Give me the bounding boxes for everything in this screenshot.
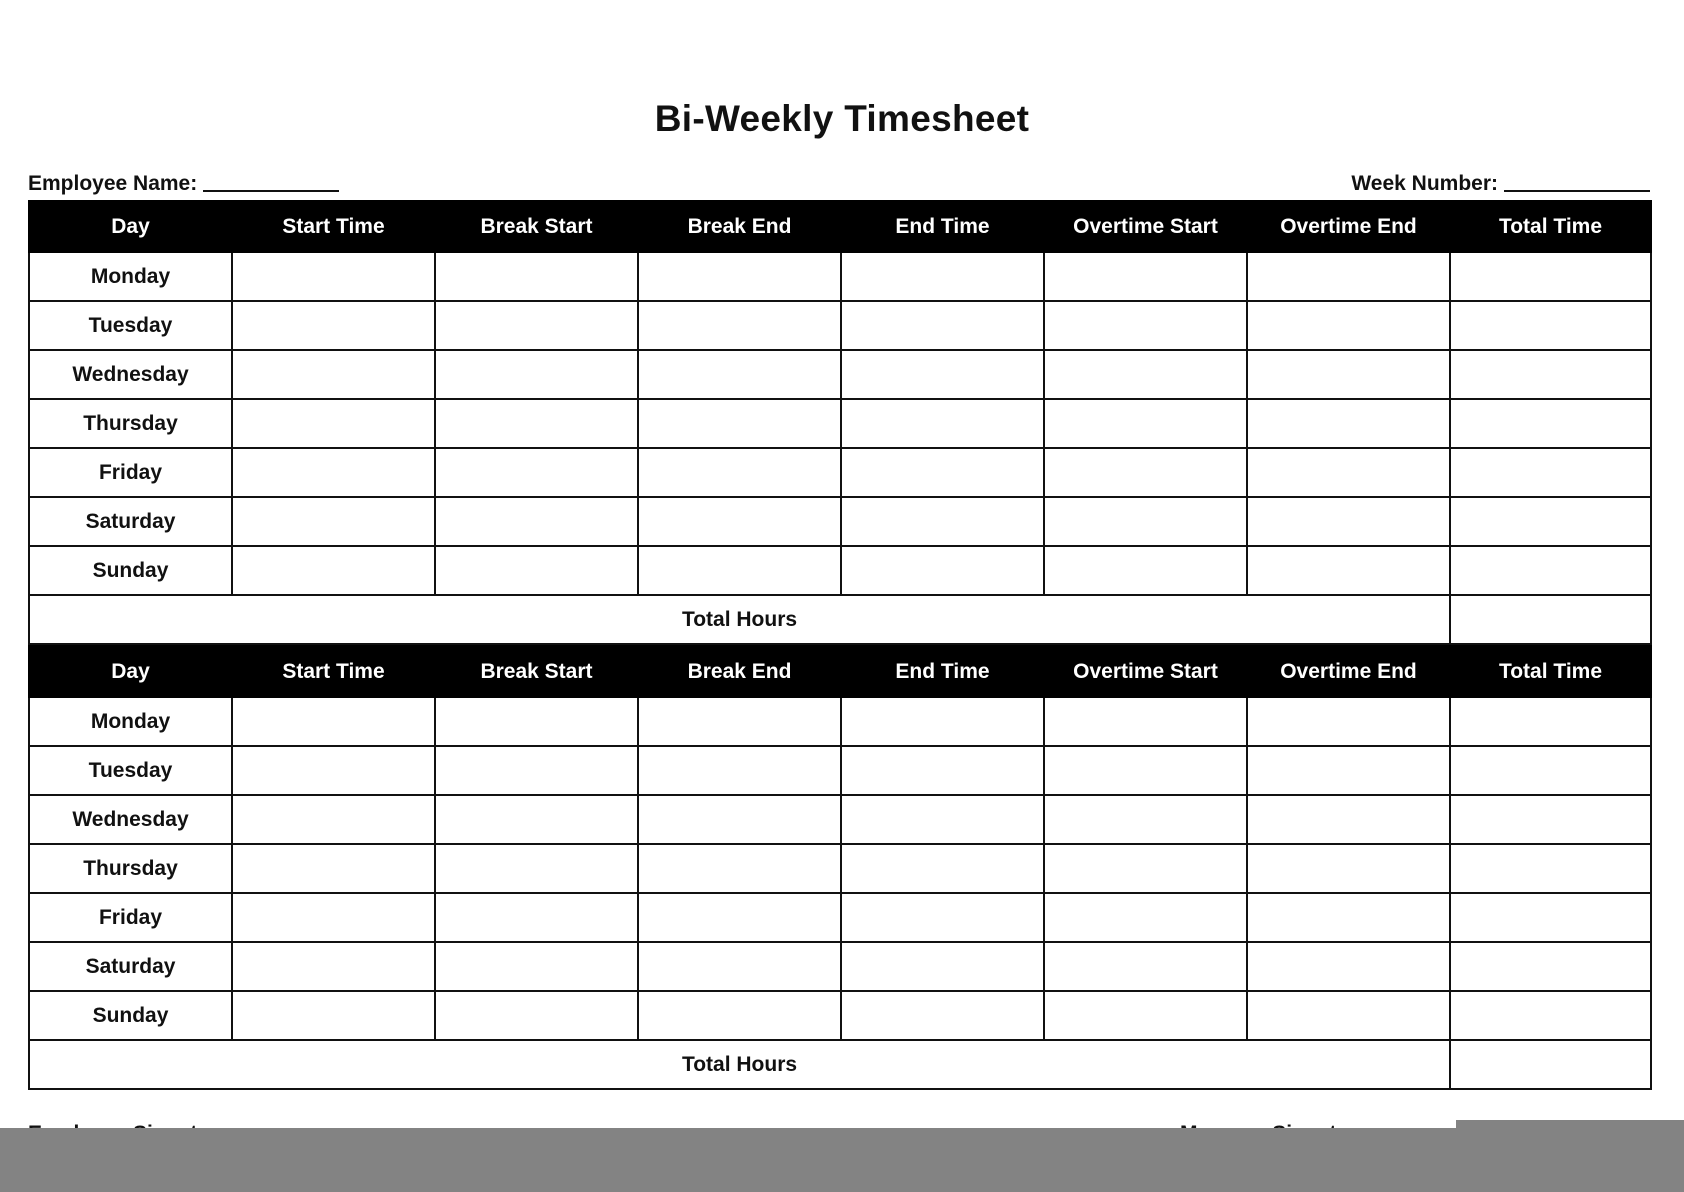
table-row [29,844,1651,893]
table-row [29,301,1651,350]
break-end-cell[interactable] [638,448,841,497]
total-time-cell[interactable] [1450,795,1651,844]
header-row [29,646,1651,697]
break-end-cell[interactable] [638,350,841,399]
employee-name-blank[interactable] [203,190,339,192]
break-start-cell[interactable] [435,252,638,301]
column-header-day: Day [29,201,232,252]
week-2-table [28,645,1652,1090]
end-time-cell[interactable] [841,893,1044,942]
break-start-cell[interactable] [435,546,638,595]
day-label: Tuesday [29,746,232,795]
overtime-start-cell[interactable] [1044,448,1247,497]
column-header-break-end: Break End [638,646,841,697]
break-end-cell[interactable] [638,942,841,991]
overtime-start-cell[interactable] [1044,795,1247,844]
overtime-end-cell[interactable] [1247,399,1450,448]
break-start-cell[interactable] [435,301,638,350]
overtime-start-cell[interactable] [1044,252,1247,301]
end-time-cell[interactable] [841,844,1044,893]
overtime-end-cell[interactable] [1247,697,1450,746]
day-label: Wednesday [29,795,232,844]
total-hours-cell[interactable] [1450,1040,1651,1089]
total-time-cell[interactable] [1450,844,1651,893]
total-time-cell[interactable] [1450,746,1651,795]
day-label: Wednesday [29,350,232,399]
week-number-blank[interactable] [1504,190,1650,192]
break-end-cell[interactable] [638,301,841,350]
break-end-cell[interactable] [638,991,841,1040]
header-row [29,201,1651,252]
table-row [29,350,1651,399]
table-row [29,893,1651,942]
end-time-cell[interactable] [841,497,1044,546]
overtime-end-cell[interactable] [1247,301,1450,350]
week-1-table [28,200,1652,645]
column-header-break-end: Break End [638,201,841,252]
start-time-cell[interactable] [232,697,435,746]
column-header-total-time: Total Time [1450,201,1651,252]
total-hours-row [29,595,1651,644]
column-header-break-start: Break Start [435,646,638,697]
week-number-field [1351,172,1650,196]
day-label: Saturday [29,497,232,546]
overtime-start-cell[interactable] [1044,893,1247,942]
start-time-cell[interactable] [232,942,435,991]
day-label: Tuesday [29,301,232,350]
column-header-break-start: Break Start [435,201,638,252]
break-start-cell[interactable] [435,893,638,942]
overtime-start-cell[interactable] [1044,546,1247,595]
day-label: Friday [29,448,232,497]
overtime-end-cell[interactable] [1247,844,1450,893]
overtime-end-cell[interactable] [1247,991,1450,1040]
end-time-cell[interactable] [841,448,1044,497]
overtime-start-cell[interactable] [1044,746,1247,795]
overtime-end-cell[interactable] [1247,497,1450,546]
total-time-cell[interactable] [1450,252,1651,301]
table-row [29,746,1651,795]
day-label: Monday [29,697,232,746]
gray-overlay-bar [0,1128,1684,1192]
break-start-cell[interactable] [435,942,638,991]
break-end-cell[interactable] [638,546,841,595]
table-row [29,942,1651,991]
day-label: Thursday [29,399,232,448]
break-end-cell[interactable] [638,795,841,844]
column-header-start-time: Start Time [232,646,435,697]
column-header-total-time: Total Time [1450,646,1651,697]
column-header-overtime-end: Overtime End [1247,201,1450,252]
break-end-cell[interactable] [638,697,841,746]
overlay-notch [1456,1120,1684,1128]
total-time-cell[interactable] [1450,697,1651,746]
employee-name-field [28,172,339,196]
total-time-cell[interactable] [1450,350,1651,399]
end-time-cell[interactable] [841,546,1044,595]
start-time-cell[interactable] [232,497,435,546]
overtime-start-cell[interactable] [1044,697,1247,746]
end-time-cell[interactable] [841,746,1044,795]
break-start-cell[interactable] [435,448,638,497]
total-time-cell[interactable] [1450,497,1651,546]
total-time-cell[interactable] [1450,399,1651,448]
column-header-end-time: End Time [841,646,1044,697]
column-header-start-time: Start Time [232,201,435,252]
table-row [29,497,1651,546]
table-row [29,448,1651,497]
start-time-cell[interactable] [232,448,435,497]
week-body [29,252,1651,644]
start-time-cell[interactable] [232,893,435,942]
break-start-cell[interactable] [435,991,638,1040]
total-time-cell[interactable] [1450,546,1651,595]
employee-name-label: Employee Name: [28,172,198,195]
start-time-cell[interactable] [232,795,435,844]
break-end-cell[interactable] [638,399,841,448]
break-end-cell[interactable] [638,893,841,942]
break-start-cell[interactable] [435,497,638,546]
column-header-overtime-end: Overtime End [1247,646,1450,697]
table-row [29,697,1651,746]
end-time-cell[interactable] [841,942,1044,991]
break-start-cell[interactable] [435,399,638,448]
overtime-end-cell[interactable] [1247,942,1450,991]
column-header-overtime-start: Overtime Start [1044,201,1247,252]
break-start-cell[interactable] [435,350,638,399]
overtime-end-cell[interactable] [1247,252,1450,301]
overtime-end-cell[interactable] [1247,746,1450,795]
start-time-cell[interactable] [232,350,435,399]
start-time-cell[interactable] [232,746,435,795]
break-end-cell[interactable] [638,252,841,301]
overtime-start-cell[interactable] [1044,301,1247,350]
table-row [29,991,1651,1040]
start-time-cell[interactable] [232,844,435,893]
total-time-cell[interactable] [1450,301,1651,350]
break-start-cell[interactable] [435,746,638,795]
break-end-cell[interactable] [638,746,841,795]
start-time-cell[interactable] [232,301,435,350]
day-label: Friday [29,893,232,942]
total-time-cell[interactable] [1450,942,1651,991]
start-time-cell[interactable] [232,399,435,448]
start-time-cell[interactable] [232,991,435,1040]
total-hours-label: Total Hours [29,1040,1450,1089]
overtime-end-cell[interactable] [1247,546,1450,595]
end-time-cell[interactable] [841,350,1044,399]
break-start-cell[interactable] [435,844,638,893]
break-end-cell[interactable] [638,844,841,893]
start-time-cell[interactable] [232,252,435,301]
total-hours-label: Total Hours [29,595,1450,644]
week-number-label: Week Number: [1351,172,1498,195]
week-body [29,697,1651,1089]
end-time-cell[interactable] [841,991,1044,1040]
total-hours-row [29,1040,1651,1089]
overtime-start-cell[interactable] [1044,991,1247,1040]
start-time-cell[interactable] [232,546,435,595]
table-row [29,795,1651,844]
table-row [29,399,1651,448]
overtime-start-cell[interactable] [1044,942,1247,991]
total-hours-cell[interactable] [1450,595,1651,644]
end-time-cell[interactable] [841,252,1044,301]
overtime-start-cell[interactable] [1044,844,1247,893]
total-time-cell[interactable] [1450,991,1651,1040]
overtime-end-cell[interactable] [1247,795,1450,844]
end-time-cell[interactable] [841,697,1044,746]
overtime-end-cell[interactable] [1247,448,1450,497]
column-header-overtime-start: Overtime Start [1044,646,1247,697]
table-row [29,252,1651,301]
overtime-start-cell[interactable] [1044,350,1247,399]
break-start-cell[interactable] [435,795,638,844]
overtime-start-cell[interactable] [1044,497,1247,546]
break-start-cell[interactable] [435,697,638,746]
total-time-cell[interactable] [1450,893,1651,942]
end-time-cell[interactable] [841,795,1044,844]
day-label: Monday [29,252,232,301]
end-time-cell[interactable] [841,301,1044,350]
page-title: Bi-Weekly Timesheet [654,98,1030,139]
day-label: Thursday [29,844,232,893]
total-time-cell[interactable] [1450,448,1651,497]
break-end-cell[interactable] [638,497,841,546]
overtime-end-cell[interactable] [1247,350,1450,399]
end-time-cell[interactable] [841,399,1044,448]
overtime-end-cell[interactable] [1247,893,1450,942]
table-row [29,546,1651,595]
day-label: Sunday [29,991,232,1040]
day-label: Saturday [29,942,232,991]
day-label: Sunday [29,546,232,595]
column-header-end-time: End Time [841,201,1044,252]
overtime-start-cell[interactable] [1044,399,1247,448]
column-header-day: Day [29,646,232,697]
